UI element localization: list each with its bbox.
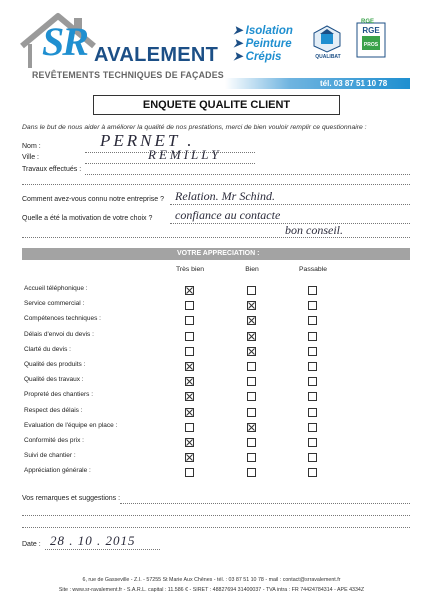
slogan-isolation: ➤ Isolation bbox=[233, 25, 293, 37]
checkbox-bien[interactable] bbox=[247, 347, 256, 356]
check-x-icon bbox=[248, 333, 255, 340]
checkbox-passable[interactable] bbox=[308, 286, 317, 295]
appreciation-row-label: Conformité des prix : bbox=[24, 437, 84, 444]
appreciation-row-label: Appréciation générale : bbox=[24, 467, 91, 474]
checkbox-tres-bien[interactable] bbox=[185, 286, 194, 295]
checkbox-passable[interactable] bbox=[308, 392, 317, 401]
checkbox-tres-bien[interactable] bbox=[185, 468, 194, 477]
check-x-icon bbox=[186, 287, 193, 294]
check-x-icon bbox=[186, 393, 193, 400]
checkbox-tres-bien[interactable] bbox=[185, 438, 194, 447]
svg-text:PROS: PROS bbox=[363, 42, 379, 48]
check-x-icon bbox=[248, 302, 255, 309]
appreciation-row-label: Evaluation de l'équipe en place : bbox=[24, 422, 118, 429]
remarks-line-3 bbox=[22, 527, 410, 528]
ville-field[interactable]: REMILLY bbox=[148, 147, 222, 162]
checkbox-tres-bien[interactable] bbox=[185, 316, 194, 325]
date-field[interactable]: 28 . 10 . 2015 bbox=[50, 533, 136, 548]
remarks-line-2 bbox=[22, 515, 410, 516]
checkbox-passable[interactable] bbox=[308, 301, 317, 310]
check-x-icon bbox=[186, 378, 193, 385]
ville-line bbox=[85, 163, 255, 164]
check-x-icon bbox=[186, 363, 193, 370]
checkbox-tres-bien[interactable] bbox=[185, 453, 194, 462]
appreciation-row-label: Service commercial : bbox=[24, 300, 85, 307]
appreciation-row-label: Propreté des chantiers : bbox=[24, 391, 94, 398]
checkbox-bien[interactable] bbox=[247, 316, 256, 325]
checkbox-tres-bien[interactable] bbox=[185, 347, 194, 356]
checkbox-bien[interactable] bbox=[247, 377, 256, 386]
checkbox-bien[interactable] bbox=[247, 438, 256, 447]
date-line bbox=[45, 549, 160, 550]
check-x-icon bbox=[186, 454, 193, 461]
checkbox-bien[interactable] bbox=[247, 468, 256, 477]
checkbox-tres-bien[interactable] bbox=[185, 301, 194, 310]
check-x-icon bbox=[186, 409, 193, 416]
nom-field[interactable]: PERNET . bbox=[100, 131, 195, 150]
appreciation-row-label: Clarté du devis : bbox=[24, 346, 71, 353]
svg-text:RGE: RGE bbox=[362, 26, 380, 35]
logo-tagline: REVÊTEMENTS TECHNIQUES DE FAÇADES bbox=[32, 70, 224, 80]
col-bien: Bien bbox=[245, 266, 259, 273]
appreciation-row-label: Délais d'envoi du devis : bbox=[24, 331, 94, 338]
checkbox-tres-bien[interactable] bbox=[185, 362, 194, 371]
checkbox-bien[interactable] bbox=[247, 423, 256, 432]
remarks-field[interactable] bbox=[120, 495, 410, 503]
checkbox-bien[interactable] bbox=[247, 408, 256, 417]
motivation-field-1[interactable]: confiance au contacte bbox=[175, 208, 281, 222]
logo-company-name: AVALEMENT bbox=[94, 44, 219, 66]
qualibat-label: QUALIBAT bbox=[315, 54, 341, 60]
ville-label: Ville : bbox=[22, 154, 39, 161]
slogan-peinture: ➤ Peinture bbox=[233, 38, 292, 50]
checkbox-bien[interactable] bbox=[247, 301, 256, 310]
checkbox-passable[interactable] bbox=[308, 438, 317, 447]
checkbox-passable[interactable] bbox=[308, 316, 317, 325]
checkbox-passable[interactable] bbox=[308, 347, 317, 356]
checkbox-bien[interactable] bbox=[247, 286, 256, 295]
checkbox-bien[interactable] bbox=[247, 453, 256, 462]
logo-sr: SR bbox=[42, 19, 87, 64]
appreciation-row-label: Suivi de chantier : bbox=[24, 452, 76, 459]
checkbox-passable[interactable] bbox=[308, 332, 317, 341]
checkbox-passable[interactable] bbox=[308, 468, 317, 477]
motivation-field-2[interactable]: bon conseil. bbox=[285, 223, 343, 237]
checkbox-tres-bien[interactable] bbox=[185, 377, 194, 386]
appreciation-row-label: Respect des délais : bbox=[24, 407, 83, 414]
col-passable: Passable bbox=[299, 266, 327, 273]
date-label: Date : bbox=[22, 541, 41, 548]
check-x-icon bbox=[248, 348, 255, 355]
appreciation-row-label: Qualité des produits : bbox=[24, 361, 86, 368]
checkbox-tres-bien[interactable] bbox=[185, 423, 194, 432]
checkbox-bien[interactable] bbox=[247, 332, 256, 341]
connu-field[interactable]: Relation. Mr Schind. bbox=[175, 189, 275, 203]
appreciation-row-label: Qualité des travaux : bbox=[24, 376, 84, 383]
appreciation-row-label: Accueil téléphonique : bbox=[24, 285, 88, 292]
qualibat-logo-icon bbox=[312, 24, 342, 54]
checkbox-tres-bien[interactable] bbox=[185, 408, 194, 417]
travaux-label: Travaux effectués : bbox=[22, 166, 82, 173]
checkbox-passable[interactable] bbox=[308, 377, 317, 386]
checkbox-bien[interactable] bbox=[247, 392, 256, 401]
remarks-label: Vos remarques et suggestions : bbox=[22, 495, 121, 502]
slogan-crepis: ➤ Crépis bbox=[233, 51, 282, 63]
appreciation-header: VOTRE APPRECIATION : bbox=[22, 248, 410, 260]
form-title: ENQUETE QUALITE CLIENT bbox=[93, 95, 340, 115]
col-tres-bien: Très bien bbox=[175, 266, 205, 273]
connu-label: Comment avez-vous connu notre entreprise ? bbox=[22, 196, 165, 203]
rge-top-label: RGE bbox=[361, 19, 375, 25]
checkbox-tres-bien[interactable] bbox=[185, 392, 194, 401]
check-x-icon bbox=[248, 424, 255, 431]
checkbox-passable[interactable] bbox=[308, 423, 317, 432]
motivation-label: Quelle a été la motivation de votre choix ? bbox=[22, 215, 153, 222]
rge-logo-icon bbox=[356, 22, 386, 58]
checkbox-passable[interactable] bbox=[308, 362, 317, 371]
checkbox-passable[interactable] bbox=[308, 453, 317, 462]
appreciation-row-label: Compétences techniques : bbox=[24, 315, 101, 322]
check-x-icon bbox=[186, 439, 193, 446]
travaux-line-1 bbox=[85, 174, 410, 175]
checkbox-passable[interactable] bbox=[308, 408, 317, 417]
nom-label: Nom : bbox=[22, 143, 41, 150]
footer-legal: Site : www.sr-ravalement.fr - S.A.R.L. capital : 11.586 € - SIRET : 48827694 31400037 - TVA intra : FR 74424784314 - APE 4334Z bbox=[58, 587, 365, 593]
travaux-line-2 bbox=[22, 184, 410, 185]
checkbox-bien[interactable] bbox=[247, 362, 256, 371]
checkbox-tres-bien[interactable] bbox=[185, 332, 194, 341]
connu-line bbox=[170, 204, 410, 205]
form-intro: Dans le but de nous aider à améliorer la qualité de nos prestations, merci de bien vouloir remplir ce questionnaire : bbox=[22, 124, 367, 131]
header-phone: tél. 03 87 51 10 78 bbox=[320, 79, 388, 88]
travaux-field[interactable] bbox=[85, 166, 385, 174]
footer-address: 6, rue de Gasseville - Z.I. - 57255 St Marie Aux Chênes - tél. : 03 87 51 10 78 - mail : contact@srravalement.fr bbox=[82, 577, 341, 583]
remarks-line-1 bbox=[120, 503, 410, 504]
check-x-icon bbox=[248, 317, 255, 324]
motivation-line-2 bbox=[22, 237, 410, 238]
